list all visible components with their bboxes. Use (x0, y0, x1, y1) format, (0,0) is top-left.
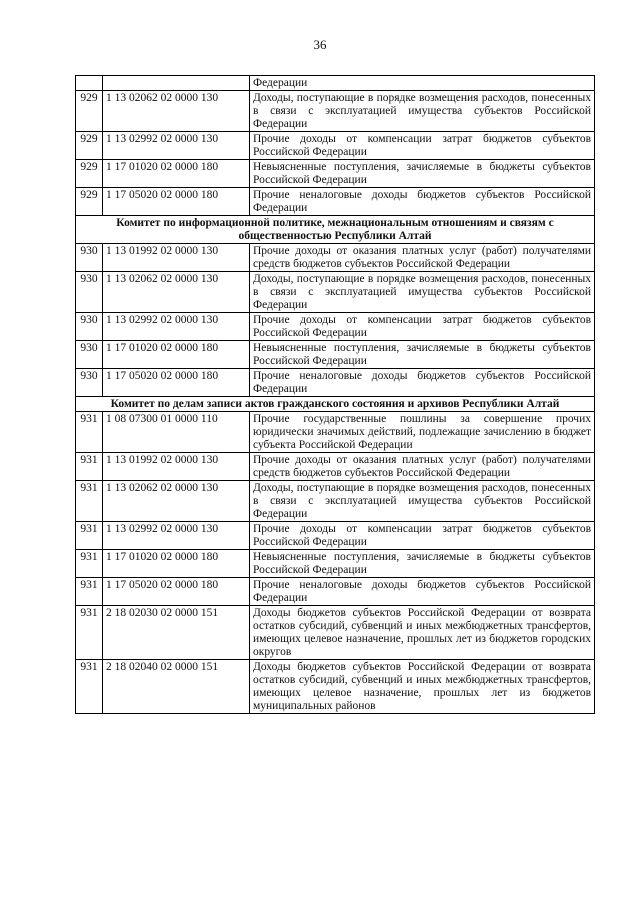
revenue-name-cell: Доходы, поступающие в порядке возмещения расходов, понесенных в связи с эксплуатацией имущества субъектов Российской Федерации (250, 272, 595, 313)
admin-code-cell: 931 (76, 412, 103, 453)
table-row (76, 188, 595, 216)
budget-code-cell: 1 13 01992 02 0000 130 (103, 244, 250, 272)
budget-code-cell: 1 17 05020 02 0000 180 (103, 188, 250, 216)
admin-code-cell: 931 (76, 660, 103, 714)
admin-code-cell: 930 (76, 341, 103, 369)
budget-code-cell: 1 13 02992 02 0000 130 (103, 132, 250, 160)
revenue-name-cell: Невыясненные поступления, зачисляемые в бюджеты субъектов Российской Федерации (250, 341, 595, 369)
budget-code-cell: 1 17 01020 02 0000 180 (103, 550, 250, 578)
revenue-name-cell: Прочие государственные пошлины за совершение прочих юридически значимых действий, подлежащие зачислению в бюджет субъекта Российской Федерации (250, 412, 595, 453)
table-row (76, 341, 595, 369)
table-row (76, 550, 595, 578)
admin-code-cell: 930 (76, 369, 103, 397)
revenue-name-cell: Доходы бюджетов субъектов Российской Федерации от возврата остатков субсидий, субвенций и иных межбюджетных трансфертов, имеющих целевое назначение, прошлых лет из бюджетов муниципальных районов (250, 660, 595, 714)
admin-code-cell: 929 (76, 160, 103, 188)
section-header-row (76, 397, 595, 412)
table-body (76, 76, 595, 714)
budget-code-cell: 1 17 05020 02 0000 180 (103, 578, 250, 606)
budget-code-cell: 2 18 02040 02 0000 151 (103, 660, 250, 714)
table-row (76, 369, 595, 397)
revenue-name-cell: Доходы бюджетов субъектов Российской Федерации от возврата остатков субсидий, субвенций и иных межбюджетных трансфертов, имеющих целевое назначение, прошлых лет из бюджетов городских округов (250, 606, 595, 660)
table-row (76, 160, 595, 188)
budget-code-cell: 1 17 05020 02 0000 180 (103, 369, 250, 397)
table-row (76, 132, 595, 160)
revenue-name-cell: Прочие неналоговые доходы бюджетов субъектов Российской Федерации (250, 188, 595, 216)
table-row (76, 272, 595, 313)
admin-code-cell: 929 (76, 188, 103, 216)
revenue-name-cell: Невыясненные поступления, зачисляемые в бюджеты субъектов Российской Федерации (250, 160, 595, 188)
budget-code-cell: 1 13 02062 02 0000 130 (103, 272, 250, 313)
admin-code-cell: 931 (76, 453, 103, 481)
admin-code-cell: 931 (76, 481, 103, 522)
table-row (76, 244, 595, 272)
admin-code-cell: 929 (76, 132, 103, 160)
budget-code-cell: 1 13 02062 02 0000 130 (103, 91, 250, 132)
page-number: 36 (313, 37, 327, 52)
budget-code-cell: 1 13 02992 02 0000 130 (103, 313, 250, 341)
revenue-name-cell: Прочие доходы от оказания платных услуг (работ) получателями средств бюджетов субъектов Российской Федерации (250, 244, 595, 272)
revenue-name-cell: Невыясненные поступления, зачисляемые в бюджеты субъектов Российской Федерации (250, 550, 595, 578)
budget-code-cell: 1 13 02062 02 0000 130 (103, 481, 250, 522)
revenue-name-cell: Федерации (250, 76, 595, 91)
table-row (76, 522, 595, 550)
budget-code-cell (103, 76, 250, 91)
budget-code-cell: 1 13 01992 02 0000 130 (103, 453, 250, 481)
section-title: Комитет по делам записи актов гражданского состояния и архивов Республики Алтай (76, 397, 595, 412)
budget-revenue-table (75, 75, 595, 714)
revenue-name-cell: Прочие доходы от оказания платных услуг (работ) получателями средств бюджетов субъектов Российской Федерации (250, 453, 595, 481)
revenue-name-cell: Прочие неналоговые доходы бюджетов субъектов Российской Федерации (250, 369, 595, 397)
admin-code-cell: 930 (76, 313, 103, 341)
budget-code-cell: 1 17 01020 02 0000 180 (103, 160, 250, 188)
table-row (76, 91, 595, 132)
revenue-name-cell: Прочие доходы от компенсации затрат бюджетов субъектов Российской Федерации (250, 313, 595, 341)
table-row (76, 660, 595, 714)
admin-code-cell: 930 (76, 272, 103, 313)
table-row (76, 578, 595, 606)
admin-code-cell: 931 (76, 606, 103, 660)
table-row (76, 606, 595, 660)
admin-code-cell: 929 (76, 91, 103, 132)
admin-code-cell: 930 (76, 244, 103, 272)
revenue-name-cell: Прочие доходы от компенсации затрат бюджетов субъектов Российской Федерации (250, 132, 595, 160)
table-row (76, 76, 595, 91)
table-row (76, 313, 595, 341)
table-row (76, 453, 595, 481)
revenue-name-cell: Прочие неналоговые доходы бюджетов субъектов Российской Федерации (250, 578, 595, 606)
budget-code-cell: 2 18 02030 02 0000 151 (103, 606, 250, 660)
revenue-name-cell: Доходы, поступающие в порядке возмещения расходов, понесенных в связи с эксплуатацией имущества субъектов Российской Федерации (250, 91, 595, 132)
admin-code-cell: 931 (76, 578, 103, 606)
budget-code-cell: 1 17 01020 02 0000 180 (103, 341, 250, 369)
revenue-name-cell: Доходы, поступающие в порядке возмещения расходов, понесенных в связи с эксплуатацией имущества субъектов Российской Федерации (250, 481, 595, 522)
section-title: Комитет по информационной политике, межнациональным отношениям и связям с общественностью Республики Алтай (76, 216, 595, 244)
admin-code-cell: 931 (76, 550, 103, 578)
table-row (76, 412, 595, 453)
budget-code-cell: 1 08 07300 01 0000 110 (103, 412, 250, 453)
section-header-row (76, 216, 595, 244)
admin-code-cell: 931 (76, 522, 103, 550)
budget-code-cell: 1 13 02992 02 0000 130 (103, 522, 250, 550)
admin-code-cell (76, 76, 103, 91)
revenue-name-cell: Прочие доходы от компенсации затрат бюджетов субъектов Российской Федерации (250, 522, 595, 550)
table-row (76, 481, 595, 522)
